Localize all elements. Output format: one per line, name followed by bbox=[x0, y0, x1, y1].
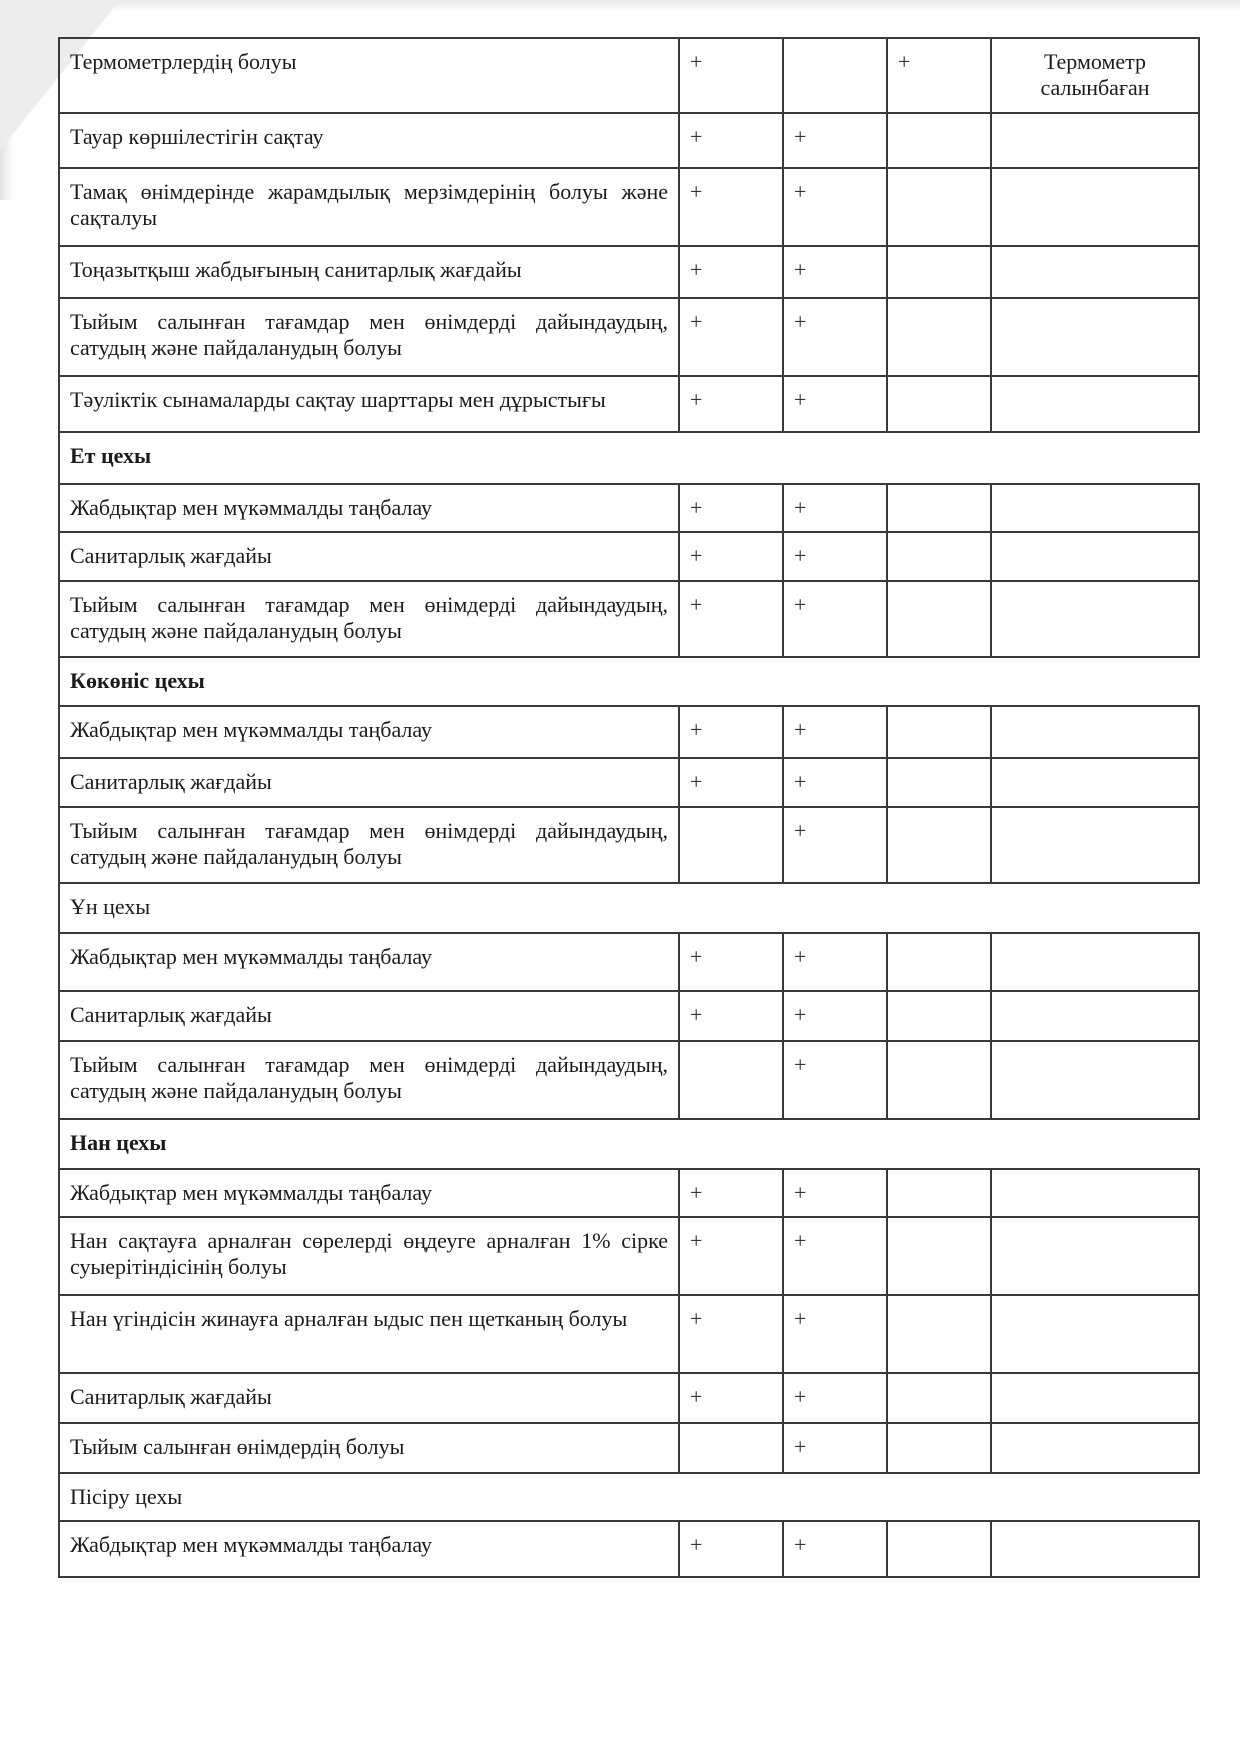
row-15 bbox=[59, 933, 1199, 991]
section-title: Нан цехы bbox=[59, 1119, 1199, 1169]
page-top-edge bbox=[0, 0, 1240, 12]
row-20 bbox=[59, 1217, 1199, 1295]
mark-col-3 bbox=[887, 933, 991, 991]
mark-col-1: + bbox=[679, 113, 783, 168]
mark-col-3 bbox=[887, 113, 991, 168]
section-header-flour bbox=[59, 883, 1199, 933]
mark-col-3 bbox=[887, 758, 991, 807]
row-23 bbox=[59, 1423, 1199, 1473]
row-13 bbox=[59, 807, 1199, 883]
row-criterion: Тәуліктік сынамаларды сақтау шарттары мен дұрыстығы bbox=[59, 376, 679, 432]
mark-col-3 bbox=[887, 1295, 991, 1373]
note-cell bbox=[991, 532, 1199, 580]
mark-col-3 bbox=[887, 706, 991, 758]
mark-col-3 bbox=[887, 298, 991, 376]
row-criterion: Санитарлық жағдайы bbox=[59, 532, 679, 580]
row-5 bbox=[59, 376, 1199, 432]
mark-col-2: + bbox=[783, 1521, 887, 1577]
note-cell bbox=[991, 991, 1199, 1041]
row-1 bbox=[59, 113, 1199, 168]
mark-col-1: + bbox=[679, 1169, 783, 1217]
mark-col-2: + bbox=[783, 1041, 887, 1119]
row-criterion: Санитарлық жағдайы bbox=[59, 1373, 679, 1423]
section-title: Ұн цехы bbox=[59, 883, 1199, 933]
row-4 bbox=[59, 298, 1199, 376]
row-17 bbox=[59, 1041, 1199, 1119]
mark-col-2: + bbox=[783, 168, 887, 246]
row-25 bbox=[59, 1521, 1199, 1577]
section-header-bread bbox=[59, 1119, 1199, 1169]
mark-col-1: + bbox=[679, 246, 783, 298]
mark-col-2 bbox=[783, 38, 887, 113]
mark-col-2: + bbox=[783, 1373, 887, 1423]
mark-col-1: + bbox=[679, 298, 783, 376]
row-criterion: Жабдықтар мен мүкәммалды таңбалау bbox=[59, 706, 679, 758]
mark-col-3 bbox=[887, 168, 991, 246]
mark-col-2: + bbox=[783, 581, 887, 657]
row-0 bbox=[59, 38, 1199, 113]
mark-col-1: + bbox=[679, 376, 783, 432]
note-cell bbox=[991, 1373, 1199, 1423]
row-16 bbox=[59, 991, 1199, 1041]
note-cell bbox=[991, 246, 1199, 298]
mark-col-1: + bbox=[679, 1217, 783, 1295]
mark-col-2: + bbox=[783, 1423, 887, 1473]
mark-col-1: + bbox=[679, 1521, 783, 1577]
note-cell bbox=[991, 807, 1199, 883]
mark-col-2: + bbox=[783, 1169, 887, 1217]
mark-col-3 bbox=[887, 376, 991, 432]
mark-col-2: + bbox=[783, 246, 887, 298]
mark-col-3: + bbox=[887, 38, 991, 113]
inspection-checklist-table bbox=[58, 37, 1200, 1578]
row-criterion: Тыйым салынған тағамдар мен өнімдерді дайындаудың, сатудың және пайдаланудың болуы bbox=[59, 298, 679, 376]
mark-col-2: + bbox=[783, 298, 887, 376]
note-cell: Термометр салынбаған bbox=[991, 38, 1199, 113]
row-criterion: Тоңазытқыш жабдығының санитарлық жағдайы bbox=[59, 246, 679, 298]
mark-col-1: + bbox=[679, 1295, 783, 1373]
row-criterion: Нан үгіндісін жинауға арналған ыдыс пен щетканың болуы bbox=[59, 1295, 679, 1373]
note-cell bbox=[991, 1521, 1199, 1577]
row-criterion: Тамақ өнімдерінде жарамдылық мерзімдерінің болуы және сақталуы bbox=[59, 168, 679, 246]
mark-col-2: + bbox=[783, 376, 887, 432]
section-header-vegetable bbox=[59, 657, 1199, 706]
mark-col-3 bbox=[887, 246, 991, 298]
mark-col-1: + bbox=[679, 581, 783, 657]
row-12 bbox=[59, 758, 1199, 807]
mark-col-1: + bbox=[679, 758, 783, 807]
note-cell bbox=[991, 758, 1199, 807]
row-9 bbox=[59, 581, 1199, 657]
note-cell bbox=[991, 1295, 1199, 1373]
note-cell bbox=[991, 1423, 1199, 1473]
mark-col-2: + bbox=[783, 807, 887, 883]
row-criterion: Тыйым салынған тағамдар мен өнімдерді дайындаудың, сатудың және пайдаланудың болуы bbox=[59, 1041, 679, 1119]
row-19 bbox=[59, 1169, 1199, 1217]
mark-col-1: + bbox=[679, 1373, 783, 1423]
mark-col-1: + bbox=[679, 168, 783, 246]
mark-col-3 bbox=[887, 484, 991, 532]
mark-col-1 bbox=[679, 1041, 783, 1119]
section-header-cooking bbox=[59, 1473, 1199, 1521]
row-criterion: Санитарлық жағдайы bbox=[59, 758, 679, 807]
row-criterion: Жабдықтар мен мүкәммалды таңбалау bbox=[59, 933, 679, 991]
note-cell bbox=[991, 1217, 1199, 1295]
mark-col-2: + bbox=[783, 113, 887, 168]
row-2 bbox=[59, 168, 1199, 246]
mark-col-2: + bbox=[783, 532, 887, 580]
note-cell bbox=[991, 706, 1199, 758]
note-cell bbox=[991, 484, 1199, 532]
mark-col-1 bbox=[679, 1423, 783, 1473]
row-criterion: Нан сақтауға арналған сөрелерді өңдеуге арналған 1% сірке суыерітіндісінің болуы bbox=[59, 1217, 679, 1295]
row-criterion: Жабдықтар мен мүкәммалды таңбалау bbox=[59, 1169, 679, 1217]
row-criterion: Тыйым салынған өнімдердің болуы bbox=[59, 1423, 679, 1473]
note-cell bbox=[991, 933, 1199, 991]
mark-col-2: + bbox=[783, 933, 887, 991]
row-criterion: Жабдықтар мен мүкәммалды таңбалау bbox=[59, 1521, 679, 1577]
row-22 bbox=[59, 1373, 1199, 1423]
row-criterion: Тыйым салынған тағамдар мен өнімдерді дайындаудың, сатудың және пайдаланудың болуы bbox=[59, 581, 679, 657]
mark-col-3 bbox=[887, 1423, 991, 1473]
mark-col-1: + bbox=[679, 38, 783, 113]
mark-col-3 bbox=[887, 1217, 991, 1295]
row-8 bbox=[59, 532, 1199, 580]
section-title: Ет цехы bbox=[59, 432, 1199, 484]
note-cell bbox=[991, 1169, 1199, 1217]
mark-col-1: + bbox=[679, 532, 783, 580]
mark-col-3 bbox=[887, 532, 991, 580]
row-11 bbox=[59, 706, 1199, 758]
mark-col-2: + bbox=[783, 1217, 887, 1295]
mark-col-1: + bbox=[679, 933, 783, 991]
note-cell bbox=[991, 1041, 1199, 1119]
note-cell bbox=[991, 298, 1199, 376]
row-criterion: Термометрлердің болуы bbox=[59, 38, 679, 113]
mark-col-2: + bbox=[783, 706, 887, 758]
section-header-meat bbox=[59, 432, 1199, 484]
mark-col-2: + bbox=[783, 1295, 887, 1373]
note-cell bbox=[991, 168, 1199, 246]
mark-col-3 bbox=[887, 581, 991, 657]
mark-col-3 bbox=[887, 1373, 991, 1423]
mark-col-1: + bbox=[679, 706, 783, 758]
section-title: Пісіру цехы bbox=[59, 1473, 1199, 1521]
row-criterion: Жабдықтар мен мүкәммалды таңбалау bbox=[59, 484, 679, 532]
mark-col-3 bbox=[887, 1521, 991, 1577]
mark-col-3 bbox=[887, 807, 991, 883]
row-7 bbox=[59, 484, 1199, 532]
mark-col-3 bbox=[887, 1041, 991, 1119]
mark-col-2: + bbox=[783, 484, 887, 532]
mark-col-3 bbox=[887, 1169, 991, 1217]
row-criterion: Тауар көршілестігін сақтау bbox=[59, 113, 679, 168]
note-cell bbox=[991, 376, 1199, 432]
row-3 bbox=[59, 246, 1199, 298]
mark-col-3 bbox=[887, 991, 991, 1041]
checklist-body bbox=[59, 38, 1199, 1577]
section-title: Көкөніс цехы bbox=[59, 657, 1199, 706]
mark-col-1: + bbox=[679, 484, 783, 532]
note-cell bbox=[991, 581, 1199, 657]
mark-col-1 bbox=[679, 807, 783, 883]
note-cell bbox=[991, 113, 1199, 168]
row-criterion: Тыйым салынған тағамдар мен өнімдерді дайындаудың, сатудың және пайдаланудың болуы bbox=[59, 807, 679, 883]
mark-col-2: + bbox=[783, 758, 887, 807]
mark-col-1: + bbox=[679, 991, 783, 1041]
row-21 bbox=[59, 1295, 1199, 1373]
mark-col-2: + bbox=[783, 991, 887, 1041]
row-criterion: Санитарлық жағдайы bbox=[59, 991, 679, 1041]
